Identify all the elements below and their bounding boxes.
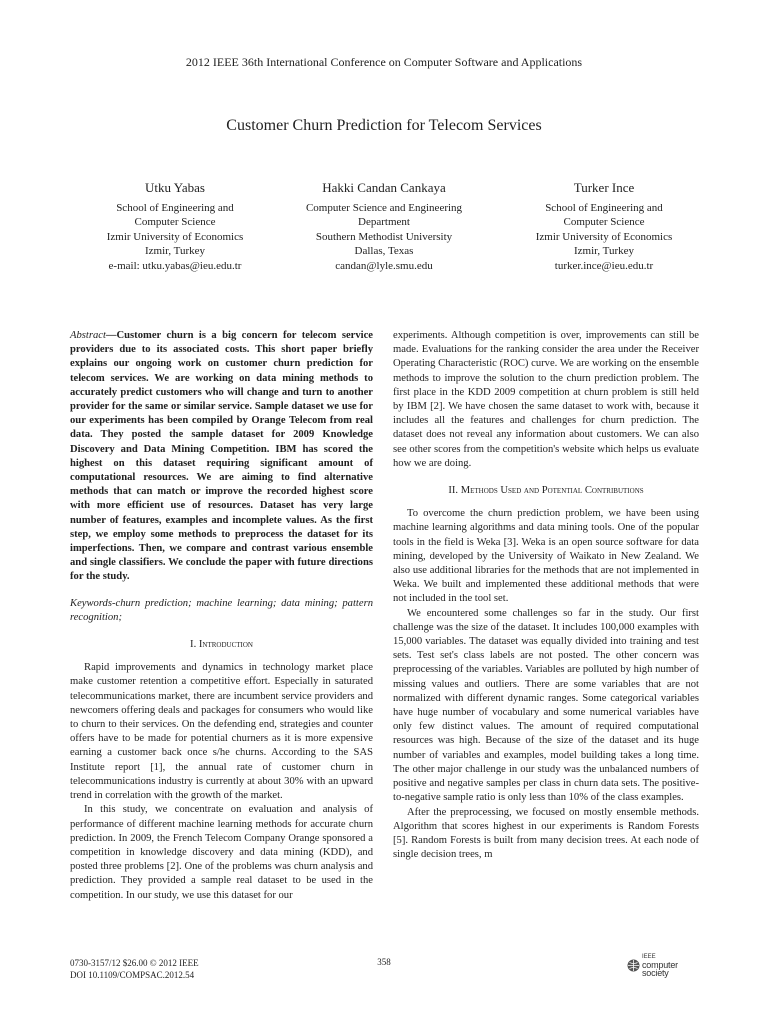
- logo-text: [642, 953, 678, 977]
- paragraph: In this study, we concentrate on evaluation and analysis of performance of different machine learning methods for accurate churn prediction. In 2009, the French Telecom Company Orange sponsored a competition in knowledge discovery and data mining (KDD), and posted three problems [2]. One of the problems was churn analysis and prediction. They provided a sample real dataset to be used in the competition. In our study, we use this dataset for our: [70, 804, 373, 901]
- logo-ieee: IEEE: [642, 954, 656, 960]
- author-affiliation-line: School of Engineering and: [116, 201, 234, 214]
- abstract-body: Customer churn is a big concern for telecom service providers due to its associated costs. This short paper briefly explains our ongoing work on customer churn prediction for telecom services. We are working on data mining methods to accurately predict customers who will change and turn to another provider for the same or similar service. Sample dataset we use for our experiments has been compiled by Orange Telecom from real data. They posted the sample dataset for 2009 Knowledge Discovery and Data Mining Competition. IBM has scored the highest on this dataset requiring significant amount of computational resources. We are aiming to find alternative methods that can match or improve the recorded highest score with more efficient use of resources. Dataset has very large number of features, examples and incomplete values. As the first step, we employ some methods to preprocess the dataset for its imperfections. Then, we compare and contrast various ensemble and single classifiers. We conclude the paper with future directions for the study.: [70, 330, 373, 583]
- author-email: turker.ince@ieu.edu.tr: [554, 259, 654, 272]
- paragraph-continuation: experiments. Although competition is over, improvements can still be made. Evaluations for the ranking consider the area under the Receiver Operating Characteristic (ROC) curve. We are working on the ensemble methods to improve the solution to the churn prediction problem. The first place in the KDD 2009 competition at churn problem is still held by IBM [2]. We have chosen the same dataset to work with, because it includes all the features and challenges for churn prediction. The dataset does not reveal any information about customers. We can also see other scores from the competition's website which helps us evaluate how we are doing.: [393, 330, 699, 469]
- paragraph: To overcome the churn prediction problem, we have been using machine learning algorithms and data mining tools. One of the popular tools in the field is Weka [3]. Weka is an open source software for data mining, developed by the University of Waikato in New Zealand. We also use additional libraries for the methods that are not implemented in Weka. We built and implemented these additional methods that were not included in the tool set.: [393, 508, 699, 605]
- author-name: Utku Yabas: [145, 180, 205, 195]
- author-affiliation-line: Department: [358, 216, 410, 228]
- section-heading-introduction: I. Introduction: [190, 639, 253, 651]
- author-block-2: [272, 181, 496, 273]
- author-email: candan@lyle.smu.edu: [335, 259, 433, 272]
- left-column: [70, 329, 373, 903]
- right-column: [393, 329, 699, 862]
- author-name: Hakki Candan Cankaya: [322, 180, 446, 195]
- author-name: Turker Ince: [573, 180, 635, 195]
- author-affiliation-line: Izmir University of Economics: [535, 230, 673, 243]
- paragraph: Rapid improvements and dynamics in technology market place make customer retention a competitive effort. Especially in saturated telecommunications market, there are incumbent service providers and newcomers offering deals and packages for consumers who would like to churn to their services. On the defending end, strategies and counter offers have to be made for potential churners as it is more expensive earning a customer back once s/he churns. According to the SAS Institute report [1], the annual rate of customer churn in telecommunications industry is currently at about 30% with an upward trend in correlation with the growth of the market.: [70, 662, 373, 802]
- author-affiliation-line: Computer Science: [563, 216, 645, 228]
- abstract-dash: —: [105, 330, 117, 341]
- keywords: Keywords-churn prediction; machine learning; data mining; pattern recognition;: [70, 597, 373, 623]
- author-affiliation-line: Izmir University of Economics: [106, 230, 244, 243]
- paragraph: We encountered some challenges so far in the study. Our first challenge was the size of the dataset. It includes 100,000 examples with 15,000 variables. The dataset was equally divided into training and test sets. Test set's class labels are not posted. The other concern was preprocessing of the variables. Variables are polluted by high number of missing values and outliers. There are some variables that are not normalized with different dynamic ranges. Some categorical variables have huge number of vocabulary and some numerical variables have only few distinct values. The amount of required computational resources was high. Because of the size of the dataset and its huge number of variables and examples, model building takes a long time. The other major challenge in our study was the unbalanced numbers of positive and negative samples per class in churn data sets. The positive-to-negative sample ratio is only less than 10% of the class examples.: [393, 607, 699, 804]
- author-affiliation-line: Izmir, Turkey: [144, 245, 206, 257]
- author-block-1: [70, 181, 280, 273]
- page-number: 358: [377, 957, 391, 967]
- author-affiliation-line: Southern Methodist University: [315, 230, 453, 243]
- author-affiliation-line: School of Engineering and: [545, 201, 663, 214]
- conference-header: 2012 IEEE 36th International Conference on Computer Software and Applications: [185, 55, 583, 69]
- logo-computer: computer: [642, 960, 678, 970]
- footer-doi: DOI 10.1109/COMPSAC.2012.54: [70, 970, 195, 980]
- globe-icon: [627, 959, 640, 972]
- abstract: [70, 329, 373, 585]
- author-email: e-mail: utku.yabas@ieu.edu.tr: [108, 259, 242, 272]
- author-affiliation-line: Izmir, Turkey: [573, 245, 635, 257]
- author-affiliation-line: Computer Science: [134, 216, 216, 228]
- paper-title: Customer Churn Prediction for Telecom Services: [226, 117, 542, 134]
- author-block-3: [494, 181, 714, 273]
- paragraph: After the preprocessing, we focused on mostly ensemble methods. Algorithm that scores highest in our experiments is Random Forests [5]. Random Forests is built from many decision trees. At each node of single decision trees, m: [393, 806, 699, 861]
- section-heading-methods: II. Methods Used and Potential Contributions: [448, 485, 644, 497]
- ieee-computer-society-logo: [627, 952, 707, 978]
- footer-price-line: 0730-3157/12 $26.00 © 2012 IEEE: [70, 958, 199, 968]
- author-affiliation-line: Dallas, Texas: [354, 245, 414, 257]
- logo-society: society: [642, 968, 669, 978]
- abstract-label: Abstract: [70, 330, 106, 341]
- author-affiliation-line: Computer Science and Engineering: [305, 201, 463, 214]
